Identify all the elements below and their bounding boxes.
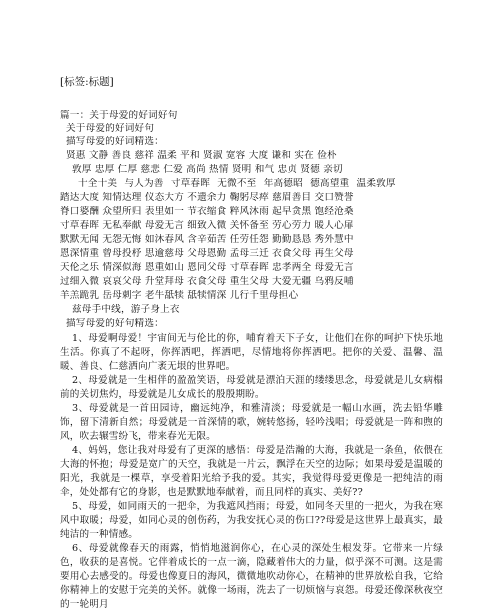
word-line: 踏达大度 知情达理 仪态大方 不遗余力 鞠躬尽瘁 慈眉善目 交口赞誉 <box>60 192 354 203</box>
paragraph: 2、母爱就是一生相伴的盈盈笑语，母爱就是漂泊天涯的缕缕思念，母爱就是儿女病榻前的关切焦灼，母爱就是儿女成长的殷殷期盼。 <box>60 375 443 400</box>
paragraph: 5、母爱，如同雨天的一把伞，为我遮风挡雨；母爱，如同冬天里的一把火，为我在寒风中取暖；母爱，如同心灵的创伤药，为我安抚心灵的伤口??母爱是这世界上最真实，最纯洁的一种情感。 <box>60 501 443 540</box>
word-line: 天伦之乐 情深似海 恩重如山 恩同父母 寸草春晖 忠孝两全 母爱无言 <box>60 262 354 273</box>
word-line: 寸草春晖 无私奉献 母爱无言 细致入微 关怀备至 劳心劳力 暖人心扉 <box>60 220 354 231</box>
word-line: 贤惠 文静 善良 慈祥 温柔 平和 贤淑 宽容 大度 谦和 实在 俭朴 <box>66 150 337 161</box>
word-line: 脊口婆酬 众望所归 表里如一 节衣缩食 粹风沐雨 起早贪黑 饱经沧桑 <box>60 206 354 217</box>
word-line: 恩深情重 曾母投杼 思逾慈母 父母恩勤 孟母三迁 衣食父母 再生父母 <box>60 248 354 259</box>
section-heading: 篇一：关于母爱的好词好句 <box>60 110 178 121</box>
word-line: 十全十美 与人为善 寸草春晖 无微不至 年高德昭 德高望重 温柔敦厚 <box>78 178 396 189</box>
text-line: 描写母爱的好词精选： <box>66 136 164 147</box>
paragraph: 4、妈妈，您让我对母爱有了更深的感悟：母爱是浩瀚的大海，我就是一条鱼，依偎在大海的怀抱；母爱是宽广的天空，我就是一片云，飘浮在天空的边际；如果母爱是温暖的阳光，我就是一棵草，享受着阳光给予我的爱。其实，我觉得母爱更像是一把纯洁的雨伞，处处都有它的身影，也是默默地奉献着，而且同样的真实、美好?? <box>60 445 443 498</box>
tag-line: [标签:标题] <box>60 76 114 88</box>
text-line: 描写母爱的好句精选： <box>66 318 164 329</box>
paragraph: 1、母爱啊母爱！宇宙间无与伦比的你，哺育着天下子女，让他们在你的呵护下快乐地生活。你真了不起呀，你挥洒吧，挥洒吧，尽情地将你挥洒吧。把你的关爱、温馨、温暖、善良、仁慈洒向广袤无垠的世界吧。 <box>60 333 443 372</box>
text-line: 兹母手中线，游子身上衣 <box>72 304 180 315</box>
paragraph: 6、母爱就像春天的雨露，悄悄地滋润你心，在心灵的深处生根发芽。它带来一片绿色，收获的是喜悦。它伴着成长的一点一滴，隐藏着伟大的力量，似乎深不可测。这是需要用心去感受的。母爱也像夏日的海风，微微地吹动你心，在精神的世界放松自我，它给你精神上的安慰于完美的关怀。就像一场雨，洗去了一切烦恼与哀怨。母爱还像深秋夜空的一轮明月 <box>60 543 443 610</box>
paragraph: 3、母爱就是一首田园诗，幽远纯净，和雅清淡；母爱就是一幅山水画，洗去铅华雕饰，留下清新自然；母爱就是一首深情的歌，婉转悠扬，轻吟浅唱；母爱就是一阵和煦的风，吹去辗雪纷飞，带来春光无限。 <box>60 403 443 442</box>
word-line: 过细入微 哀哀父母 升堂拜母 衣食父母 重生父母 大爱无疆 乌鸦反哺 <box>60 276 354 287</box>
text-line: 关于母爱的好词好句 <box>66 123 155 134</box>
word-line: 默默无闻 无怨无悔 如沐春风 含辛茹苦 任劳任怨 勤勤恳恳 秀外慧中 <box>60 234 354 245</box>
word-line: 羊羔跪乳 岳母刺字 老牛舐犊 舐犊情深 儿行千里母担心 <box>60 290 299 301</box>
word-line: 敦厚 忠厚 仁厚 慈悲 仁爱 高尚 热情 贤明 和气 忠贞 贤德 亲切 <box>72 164 343 175</box>
